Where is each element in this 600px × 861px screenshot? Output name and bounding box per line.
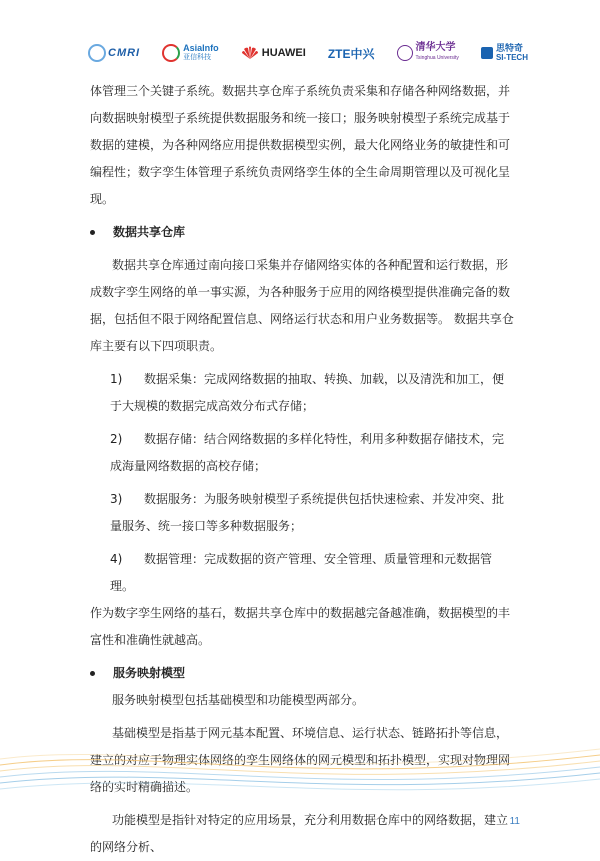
section-heading-text: 服务映射模型 <box>113 666 186 680</box>
asiainfo-logo <box>162 43 219 63</box>
list-item-text: 数据采集：完成网络数据的抽取、转换、加载，以及清洗和加工，便于大规模的数据完成高效分布式存储； <box>110 372 505 413</box>
section-heading-service-mapping <box>90 660 515 687</box>
cmri-ring-icon <box>88 44 106 62</box>
list-item-number: 3) <box>110 492 123 506</box>
huawei-logo <box>241 46 306 60</box>
sitech-square-icon <box>481 47 493 59</box>
tsinghua-seal-icon <box>397 45 413 61</box>
list-item <box>110 426 515 480</box>
sitech-logo-text: 思特奇 <box>495 43 523 53</box>
list-item-number: 1) <box>110 372 123 386</box>
paragraph-foundation: 作为数字孪生网络的基石，数据共享仓库中的数据越完备越准确，数据模型的丰富性和准确性就越高。 <box>90 606 511 647</box>
list-item-text: 数据服务：为服务映射模型子系统提供包括快速检索、并发冲突、批量服务、统一接口等多种数据服务； <box>110 492 505 533</box>
section-heading-text: 数据共享仓库 <box>113 225 186 239</box>
sitech-logo-subtext: SI-TECH <box>495 53 528 62</box>
list-item-text: 数据管理：完成数据的资产管理、安全管理、质量管理和元数据管理。 <box>110 552 493 593</box>
list-item <box>110 486 515 540</box>
zte-logo <box>328 45 375 62</box>
paragraph-base-model: 基础模型是指基于网元基本配置、环境信息、运行状态、链路拓扑等信息，建立的对应于物理实体网络的孪生网络体的网元模型和拓扑模型，实现对物理网络的实时精确描述。 <box>90 726 511 794</box>
cmri-logo <box>88 44 140 62</box>
paragraph-service-mapping-intro: 服务映射模型包括基础模型和功能模型两部分。 <box>112 693 365 707</box>
paragraph-intro: 体管理三个关键子系统。数据共享仓库子系统负责采集和存储各种网络数据，并向数据映射模型子系统提供数据服务和统一接口；服务映射模型子系统完成基于数据的建模，为各种网络应用提供数据模型实例，最大化网络业务的敏捷性和可编程性；数字孪生体管理子系统负责网络孪生体的全生命周期管理以及可视化呈现。 <box>90 84 511 206</box>
header-logos <box>88 40 528 66</box>
tsinghua-logo <box>397 43 459 63</box>
tsinghua-logo-subtext: Tsinghua University <box>415 55 459 61</box>
asiainfo-logo-text: AsiaInfo <box>183 43 219 53</box>
huawei-logo-text: HUAWEI <box>261 47 306 59</box>
list-item-text: 数据存储：结合网络数据的多样化特性，利用多种数据存储技术，完成海量网络数据的高校存储； <box>110 432 505 473</box>
huawei-petal-icon <box>241 46 259 60</box>
list-item-number: 2) <box>110 432 123 446</box>
sitech-logo <box>481 44 528 62</box>
page-number: 11 <box>509 816 520 827</box>
list-item-number: 4) <box>110 552 123 566</box>
tsinghua-logo-text: 清华大学 <box>415 42 456 53</box>
section-heading-data-repository <box>90 219 515 246</box>
list-item <box>110 546 515 600</box>
asiainfo-circle-icon <box>162 44 180 62</box>
bullet-icon <box>90 230 95 235</box>
bullet-icon <box>90 671 95 676</box>
footer-wave-decoration <box>0 735 600 815</box>
cmri-logo-text: CMRI <box>108 47 141 59</box>
zte-logo-text: ZTE中兴 <box>327 46 375 61</box>
paragraph-function-model: 功能模型是指针对特定的应用场景，充分利用数据仓库中的网络数据，建立的网络分析、 <box>90 813 509 854</box>
list-item <box>110 366 515 420</box>
paragraph-data-repository: 数据共享仓库通过南向接口采集并存储网络实体的各种配置和运行数据，形成数字孪生网络的单一事实源，为各种服务于应用的网络模型提供准确完备的数据，包括但不限于网络配置信息、网络运行状态和用户业务数据等。 数据共享仓库主要有以下四项职责。 <box>90 258 514 353</box>
asiainfo-logo-subtext: 亚信科技 <box>183 54 212 61</box>
